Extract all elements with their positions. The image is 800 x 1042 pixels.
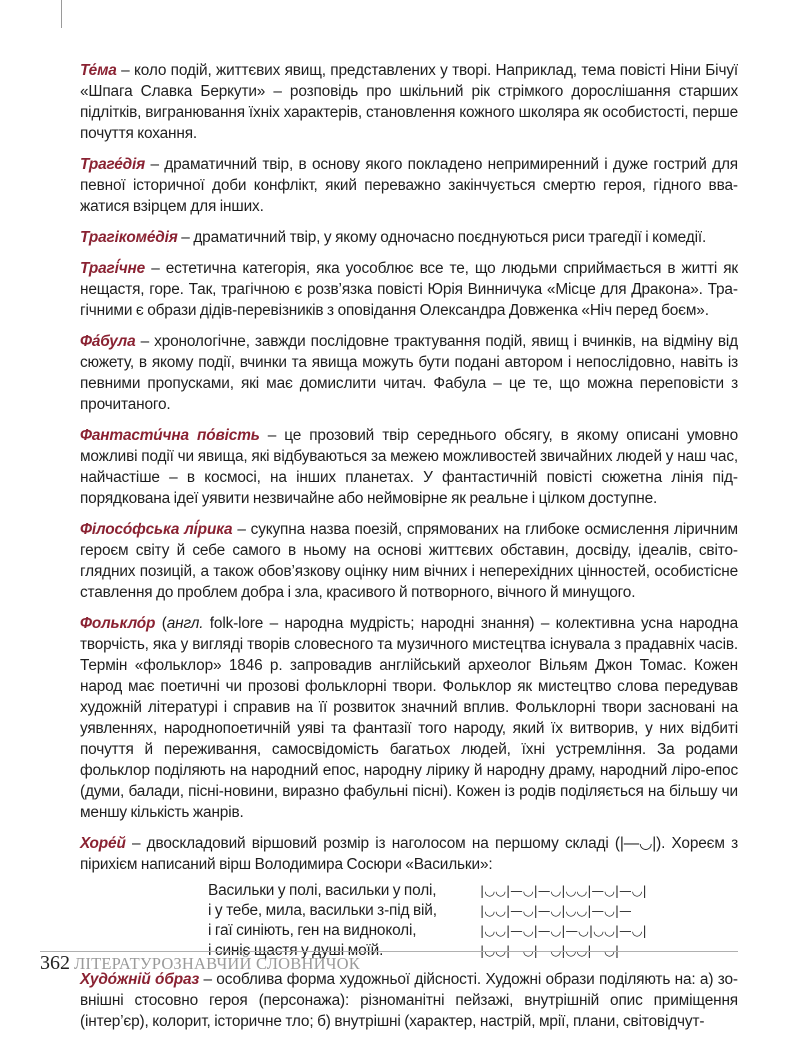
running-title: ЛІТЕРАТУРОЗНАВЧИЙ СЛОВНИЧОК [74, 954, 360, 973]
meter-scheme: |◡◡|—◡|—◡|◡◡|—◡|— [480, 943, 632, 958]
entry-trahichne [80, 258, 738, 321]
term-fabula: Фа́була [80, 333, 136, 350]
term-trahichne: Трагі́чне [80, 260, 146, 277]
entry-folklor [80, 613, 738, 823]
term-fantastychna-povist: Фантасти́чна по́вість [80, 427, 260, 444]
page-footer [40, 951, 738, 982]
entry-khorei [80, 833, 738, 875]
entry-fabula [80, 331, 738, 415]
definition-trahediia: – драматичний твір, в основу якого покладено непримиренний і дуже гострий для певної історичної доби конфлікт, який переважно закінчується смертю героя, гідного вважатися взірцем для інших. [80, 156, 738, 215]
entry-filosofska-liryka [80, 519, 738, 603]
definition-trahichne: – естетична категорія, яка уособлює все те, що людьми сприймається в житті як нещастя, горе. Так, трагічною є розв’язка повісті Юрія Винничука «Місце для Дракона». Трагічними є образи дідів-перевізників з оповідання Олександра Довженка «Ніч перед боєм». [80, 260, 738, 319]
term-filosofska-liryka: Філосо́фська лі́рика [80, 521, 233, 538]
page-number: 362 [40, 952, 70, 974]
margin-rule [61, 0, 62, 28]
definition-khorei: – двоскладовий віршовий розмір із наголосом на першому складі (|—◡|). Хореєм з пірихієм написаний вірш Володимира Сосюри «Васильки»: [80, 835, 738, 873]
term-folklor: Фолькло́р [80, 615, 156, 632]
poem-line: і гаї синіють, ген на видноколі, [208, 922, 417, 939]
glossary-content [80, 60, 738, 1042]
poem-line: і у тебе, мила, васильки з-під вій, [208, 902, 437, 919]
poem-vasylky [208, 881, 738, 961]
term-trahikomediia: Трагікоме́дія [80, 229, 178, 246]
folklor-abbr: англ. [166, 615, 204, 632]
definition-tema: – коло подій, життєвих явищ, представлених у творі. Наприклад, тема повісті Ніни Бічуї «Шпага Славка Беркути» – розповідь про шкільний рік стрімкого дорослішання старших підлітків, вигранювання їхніх характерів, становлення кожного школяра як особистості, перше почуття кохання. [80, 62, 738, 142]
meter-scheme: |◡◡|—◡|—◡|◡◡|—◡|—◡| [480, 883, 647, 898]
term-tema: Те́ма [80, 62, 117, 79]
meter-scheme: |◡◡|—◡|—◡|—◡|◡◡|—◡| [480, 923, 647, 938]
term-trahediia: Траге́дія [80, 156, 146, 173]
term-khudozhnii-obraz: Худо́жній о́браз [80, 971, 200, 988]
definition-fantastychna-povist: – це прозовий твір середнього обсягу, в якому описані умовно можливі події чи явища, які відбуваються за межею можливостей звичайних людей у наш час, найчастіше – в космосі, на інших планетах. У фантастичній повісті сюжетна лінія підпорядкована ідеї уявити незвичайне або неймовірне як реальне і цілком доступне. [80, 427, 738, 507]
poem-line: Васильки у полі, васильки у полі, [208, 882, 437, 899]
entry-trahikomediia [80, 227, 738, 248]
meter-scheme: |◡◡|—◡|—◡|◡◡|—◡|— [480, 903, 632, 918]
definition-khudozhnii-obraz: – особлива форма художньої дійсності. Художні образи поділяють на: а) зовнішні стосовно героя (персонажа): різноманітні пейзажі, внутрішній опис приміщення (інтер’єр), колорит, історичне тло; б) внутрішні (характер, настрій, мрії, плани, світовідчут- [80, 971, 739, 1030]
entry-tema [80, 60, 738, 144]
definition-fabula: – хронологічне, завжди послідовне трактування подій, явищ і вчинків, на відміну від сюжету, в якому події, вчинки та явища можуть бути подані автором і непослідовно, навіть із певними пропусками, які має домислити читач. Фабула – це те, що можна переповісти з прочитаного. [80, 333, 738, 413]
entry-trahediia [80, 154, 738, 217]
term-khorei: Хоре́й [80, 835, 126, 852]
definition-trahikomediia: – драматичний твір, у якому одночасно поєднуються риси трагедії і комедії. [177, 229, 707, 246]
definition-folklor: folk-lore – народна мудрість; народні знання) – колективна усна народна творчість, яка у вигляді творів словесного та музичного мистецтва існувала з прадавніх часів. Термін «фольклор» 1846 р. запровадив англійський археолог Вільям Джон Томас. Кожен народ має поетичні чи прозові фольклорні твори. Фольклор як мистецтво слова передував художній літературі і справив на її розвиток значний вплив. Фольклорні твори засновані на уявленнях, народнопоетичній уяві та фантазії того народу, який їх витворив, у них відбиті почуття й переживання, самосвідомість багатьох людей, їхні устремління. За родами фольклор поділяють на народний епос, народну лірику й народну драму, народний ліро-епос (думи, балади, пісні-новини, виразно фабульні пісні). Кожен із родів поділяється на більшу чи меншу кількість жанрів. [80, 615, 739, 821]
entry-fantastychna-povist [80, 425, 738, 509]
poem-line: і синіє щастя у душі моїй. [208, 942, 384, 959]
definition-filosofska-liryka: – сукупна назва поезій, спрямованих на глибоке осмислення ліричним героєм світу й себе самого в ньому на основі життєвих обставин, досвіду, ідеалів, світоглядних позицій, а також обов’язкову оцінку ним вічних і неперехідних цінностей, особистісне ставлення до проблем добра і зла, красивого й потворного, вічного й минущого. [80, 521, 738, 601]
folklor-paren: ( [155, 615, 167, 632]
